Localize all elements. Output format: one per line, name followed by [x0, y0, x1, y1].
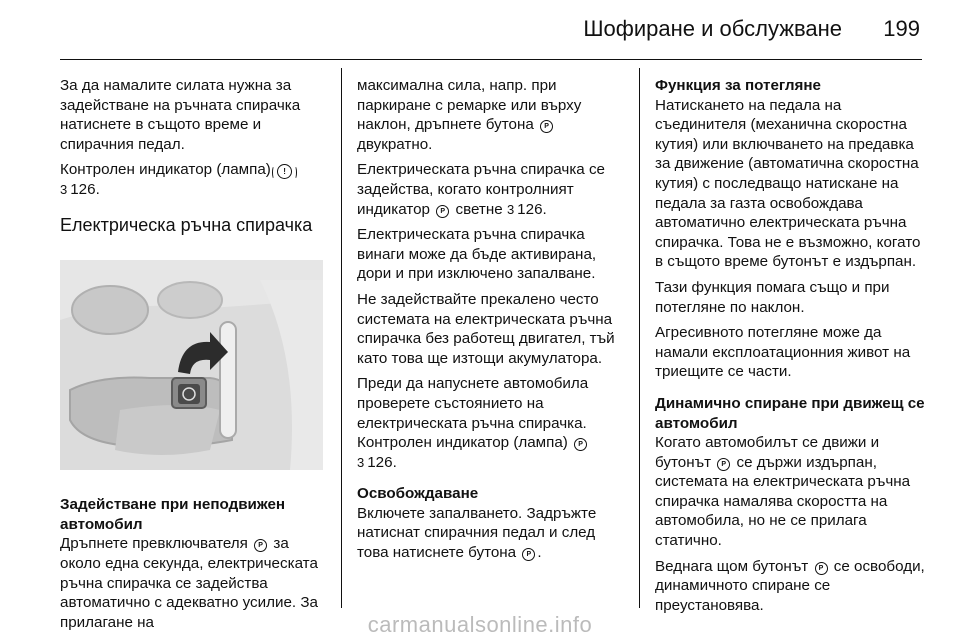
page-number: 199 — [883, 16, 920, 41]
page-reference: 126. — [70, 180, 100, 198]
header-rule — [60, 59, 922, 60]
section-title: Електрическа ръчна спирачка — [60, 214, 313, 235]
paragraph: Тази функция помага също и при потегляне по наклон. — [655, 278, 890, 316]
paragraph: Агресивното потегляне може да намали експлоатационния живот на триещите се части. — [655, 324, 911, 381]
paragraph — [60, 160, 330, 199]
column-1 — [60, 76, 330, 638]
column-2 — [357, 76, 629, 569]
paragraph-text: светне — [455, 200, 503, 218]
page-reference: 126. — [517, 200, 547, 218]
parking-brake-icon: P — [815, 562, 828, 575]
paragraph-text: се държи издърпан, системата на електрическата ръчна спирачка намалява скоростта на автомобила, но не се прилага статично. — [655, 453, 911, 550]
brake-warning-lamp-icon: ! — [277, 164, 292, 179]
page-header — [0, 0, 960, 60]
parking-brake-switch-illustration — [60, 260, 323, 470]
paragraph-text: се освободи, динамичното спиране се преустановява. — [655, 557, 925, 614]
subsection-title: Освобождаване — [357, 485, 479, 503]
paragraph-text: максимална сила, напр. при паркиране с ремарке или върху наклон, дръпнете бутона — [357, 77, 582, 134]
watermark: carmanualsonline.info — [367, 612, 593, 637]
parking-brake-icon: P — [574, 438, 587, 451]
paragraph — [655, 433, 930, 551]
page-reference-icon: 3 — [60, 181, 68, 197]
column-divider-2 — [639, 68, 640, 608]
paragraph-text: Електрическата ръчна спирачка се задейства, когато контролният индикатор — [357, 161, 605, 218]
paragraph — [357, 374, 629, 472]
paragraph-text: Дръпнете превключвателя — [60, 535, 248, 553]
paragraph: Натискането на педала на съединителя (механична скоростна кутия) или включването на предавка за движение (автоматична скоростна кутия) с последващо натискане на педала за газта освобождава автоматично електрическата ръчна спирачка. Това не е възможно, когато в същото време бутонът е издърпан. — [655, 96, 921, 271]
column-3 — [655, 76, 930, 621]
subsection-title: Функция за потегляне — [655, 77, 821, 94]
parking-brake-icon: P — [717, 458, 730, 471]
subsection-title: Динамично спиране при движещ се автомобил — [655, 394, 925, 432]
paragraph-text: Когато автомобилът се движи и бутонът — [655, 434, 880, 471]
paragraph — [357, 76, 629, 154]
parking-brake-icon: P — [254, 539, 267, 552]
paragraph: Не задействайте прекалено често системата на електрическата ръчна спирачка без работещ двигател, тъй като това ще изтощи акумулатора. — [357, 290, 615, 367]
page-reference-icon: 3 — [357, 454, 365, 470]
paragraph-text: Веднага щом бутонът — [655, 557, 809, 575]
paragraph-text: Преди да напуснете автомобила проверете състоянието на електрическата ръчна спирачка. Контролен индикатор (лампа) — [357, 375, 589, 452]
subsection-title: Задействане при неподвижен автомобил — [60, 496, 286, 533]
page-reference: 126. — [367, 453, 397, 471]
column-divider-1 — [341, 68, 342, 608]
parking-brake-icon: P — [436, 205, 449, 218]
page-reference-icon: 3 — [506, 201, 515, 217]
paragraph: За да намалите силата нужна за задействане на ръчната спирачка натиснете в същото време и спирачния педал. — [60, 77, 301, 153]
parking-brake-icon: P — [540, 120, 553, 133]
paragraph-text: Включете запалването. Задръжте натиснат спирачния педал и след това натиснете бутона — [357, 504, 597, 562]
page-title: Шофиране и обслужване — [583, 16, 842, 41]
paragraph — [357, 160, 629, 219]
paragraph-text: двукратно. — [357, 135, 433, 153]
paragraph-text: за около една секунда, електрическата ръчна спирачка се задейства автоматично с адекватно усилие. За прилагане на — [60, 535, 318, 631]
paragraph: Включете запалването. Задръжте натиснат спирачния педал и след това натиснете бутона P . — [357, 504, 597, 562]
paragraph — [655, 557, 930, 616]
paragraph: Електрическата ръчна спирачка винаги може да бъде активирана, дори и при изключено запалване. — [357, 226, 597, 283]
paragraph-text: Контролен индикатор (лампа) — [60, 161, 271, 179]
parking-brake-icon: P — [522, 548, 535, 561]
